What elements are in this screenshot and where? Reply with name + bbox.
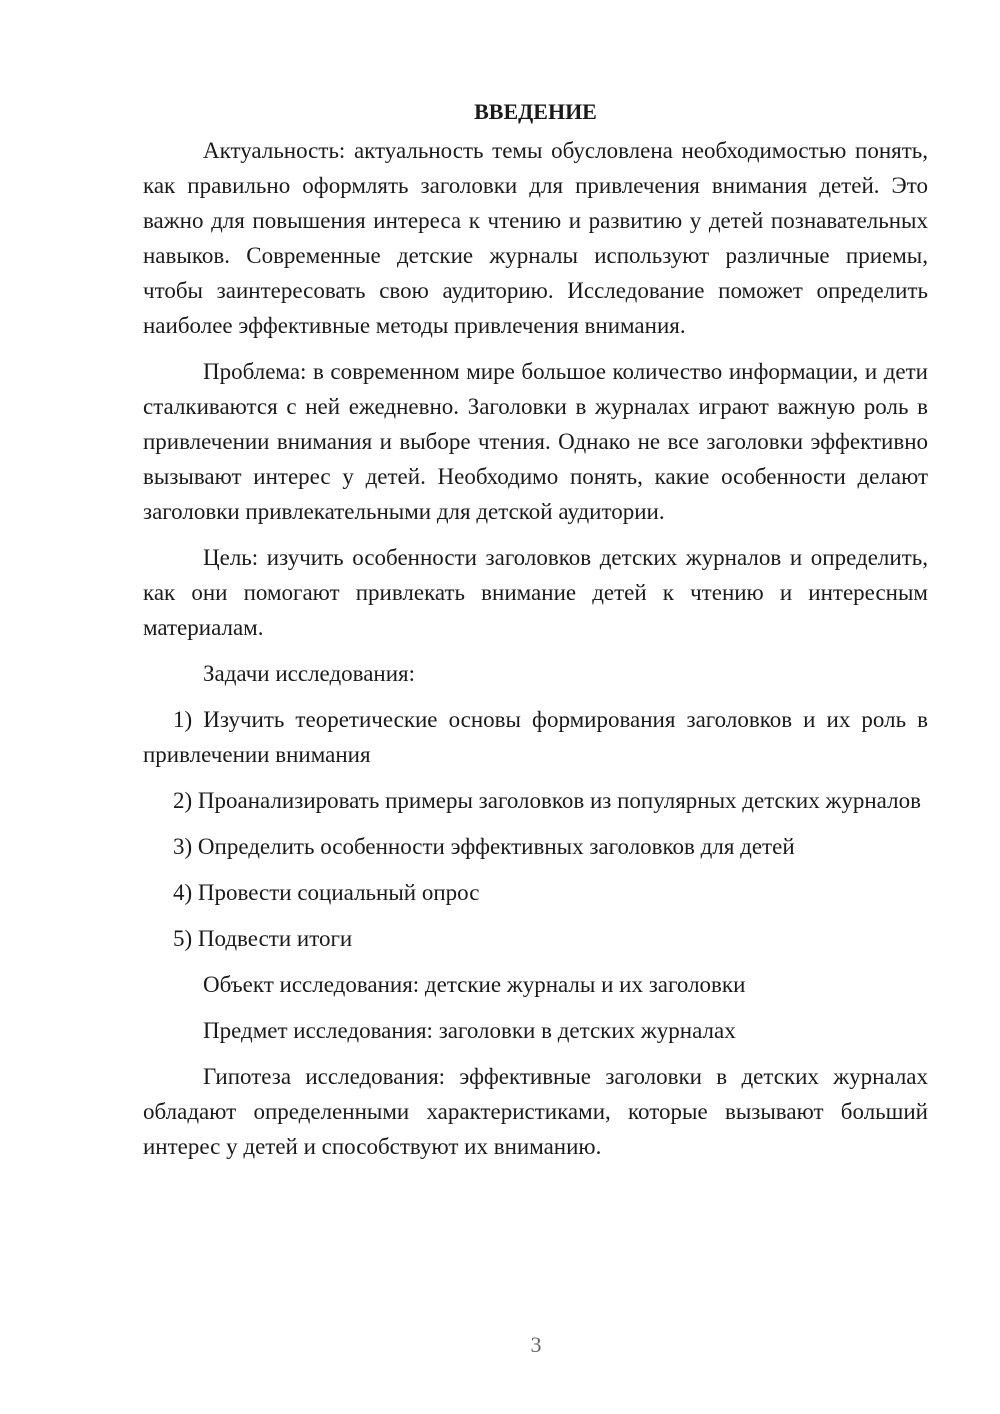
section-title: ВВЕДЕНИЕ <box>474 99 597 124</box>
paragraph-relevance: Актуальность: актуальность темы обусловлена необходимостью понять, как правильно оформлять заголовки для привлечения внимания детей. Это важно для повышения интереса к чтению и развитию у детей познавательных навыков. Современные детские журналы используют различные приемы, чтобы заинтересовать свою аудиторию. Исследование поможет определить наиболее эффективные методы привлечения внимания. <box>143 138 928 338</box>
research-hypothesis: Гипотеза исследования: эффективные заголовки в детских журналах обладают определенными характеристиками, которые вызывают больший интерес у детей и способствуют их вниманию. <box>143 1064 928 1159</box>
task-item-5: 5) Подвести итоги <box>173 926 353 951</box>
page-content <box>143 94 928 1175</box>
task-item-2: 2) Проанализировать примеры заголовков из популярных детских журналов <box>173 788 921 813</box>
page-number: 3 <box>530 1332 542 1357</box>
task-item-1: 1) Изучить теоретические основы формирования заголовков и их роль в привлечении внимания <box>143 707 928 767</box>
paragraph-problem: Проблема: в современном мире большое количество информации, и дети сталкиваются с ней ежедневно. Заголовки в журналах играют важную роль в привлечении внимания и выборе чтения. Однако не все заголовки эффективно вызывают интерес у детей. Необходимо понять, какие особенности делают заголовки привлекательными для детской аудитории. <box>143 359 928 524</box>
tasks-heading: Задачи исследования: <box>203 661 416 686</box>
research-subject: Предмет исследования: заголовки в детских журналах <box>203 1018 736 1043</box>
task-item-4: 4) Провести социальный опрос <box>173 880 480 905</box>
task-item-3: 3) Определить особенности эффективных заголовков для детей <box>173 834 795 859</box>
research-object: Объект исследования: детские журналы и их заголовки <box>203 972 746 997</box>
paragraph-goal: Цель: изучить особенности заголовков детских журналов и определить, как они помогают привлекать внимание детей к чтению и интересным материалам. <box>143 545 928 640</box>
